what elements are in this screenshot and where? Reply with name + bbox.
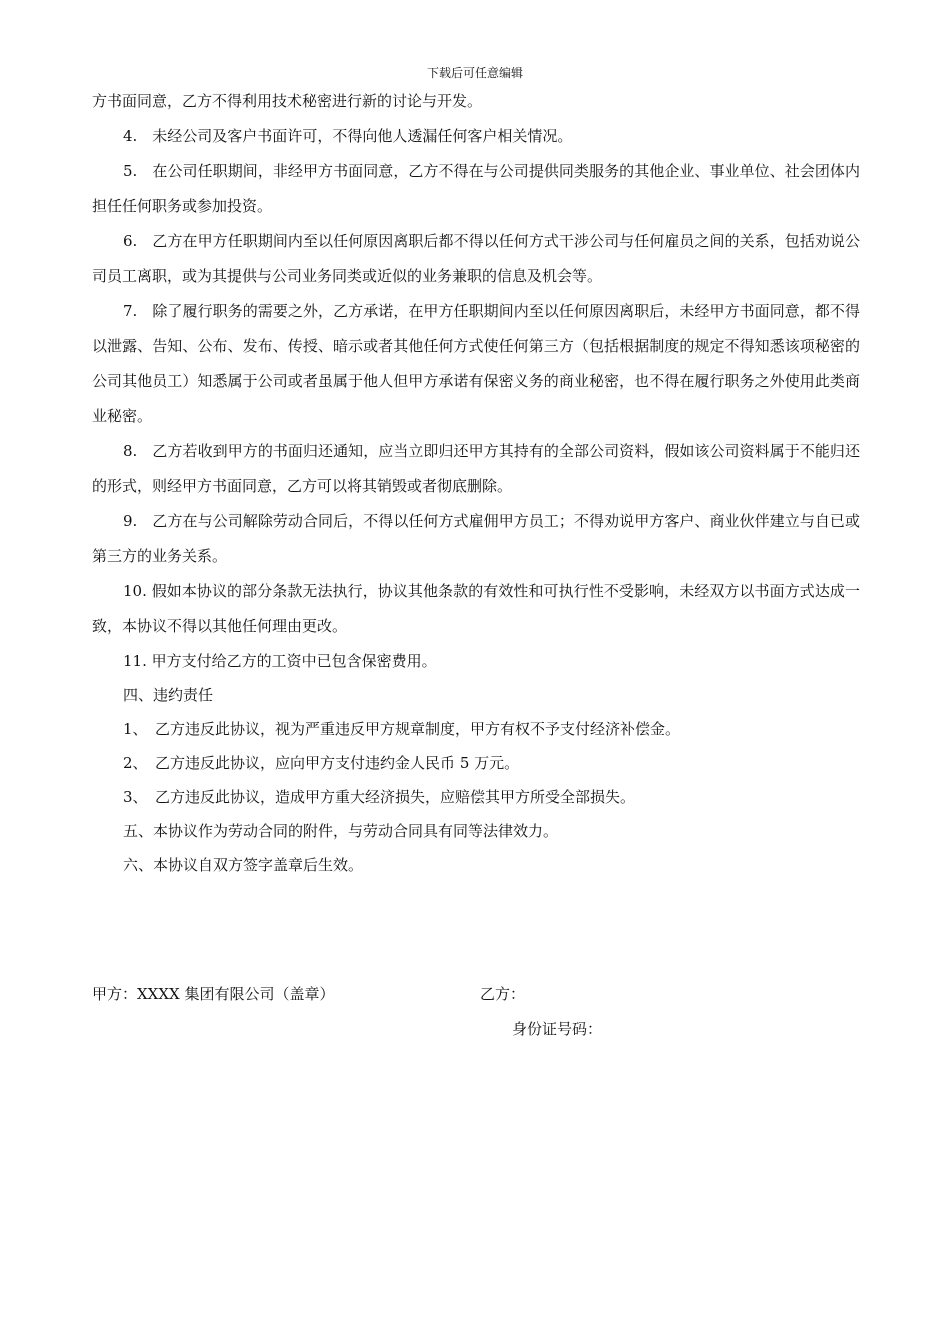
liability-item-3: 3、 乙方违反此协议，造成甲方重大经济损失，应赔偿其甲方所受全部损失。 [123, 788, 636, 806]
section-6: 六、本协议自双方签字盖章后生效。 [123, 856, 364, 874]
document-body [92, 84, 860, 882]
party-b-signature: 乙方： [480, 985, 526, 1003]
liability-item-1: 1、 乙方违反此协议，视为严重违反甲方规章制度，甲方有权不予支付经济补偿金。 [123, 720, 681, 738]
clause-4: 4. 未经公司及客户书面许可，不得向他人透漏任何客户相关情况。 [123, 127, 573, 145]
clause-7: 7. 除了履行职务的需要之外，乙方承诺，在甲方任职期间内至以任何原因离职后，未经甲方书面同意，都不得以泄露、告知、公布、发布、传授、暗示或者其他任何方式使任何第三方（包括根据制度的规定不得知悉该项秘密的公司其他员工）知悉属于公司或者虽属于他人但甲方承诺有保密义务的商业秘密，也不得在履行职务之外使用此类商业秘密。 [92, 302, 860, 425]
id-number-field: 身份证号码： [512, 1020, 603, 1038]
clause-10: 10. 假如本协议的部分条款无法执行，协议其他条款的有效性和可执行性不受影响，未经双方以书面方式达成一致，本协议不得以其他任何理由更改。 [92, 582, 860, 635]
section-4-title: 四、违约责任 [123, 686, 214, 704]
clause-9: 9. 乙方在与公司解除劳动合同后，不得以任何方式雇佣甲方员工；不得劝说甲方客户、商业伙伴建立与自已或第三方的业务关系。 [92, 512, 860, 565]
page-header-note: 下载后可任意编辑 [426, 66, 523, 80]
clause-6: 6. 乙方在甲方任职期间内至以任何原因离职后都不得以任何方式干涉公司与任何雇员之间的关系，包括劝说公司员工离职，或为其提供与公司业务同类或近似的业务兼职的信息及机会等。 [92, 232, 860, 285]
liability-item-2: 2、 乙方违反此协议，应向甲方支付违约金人民币 5 万元。 [123, 754, 520, 772]
section-5: 五、本协议作为劳动合同的附件，与劳动合同具有同等法律效力。 [123, 822, 559, 840]
paragraph-continuation: 方书面同意，乙方不得利用技术秘密进行新的讨论与开发。 [92, 92, 483, 110]
clause-11: 11. 甲方支付给乙方的工资中已包含保密费用。 [123, 652, 437, 670]
clause-8: 8. 乙方若收到甲方的书面归还通知，应当立即归还甲方其持有的全部公司资料，假如该公司资料属于不能归还的形式，则经甲方书面同意，乙方可以将其销毁或者彻底删除。 [92, 442, 860, 495]
clause-5: 5. 在公司任职期间，非经甲方书面同意，乙方不得在与公司提供同类服务的其他企业、事业单位、社会团体内担任任何职务或参加投资。 [92, 162, 860, 215]
party-a-signature: 甲方：XXXX 集团有限公司（盖章） [92, 985, 335, 1003]
